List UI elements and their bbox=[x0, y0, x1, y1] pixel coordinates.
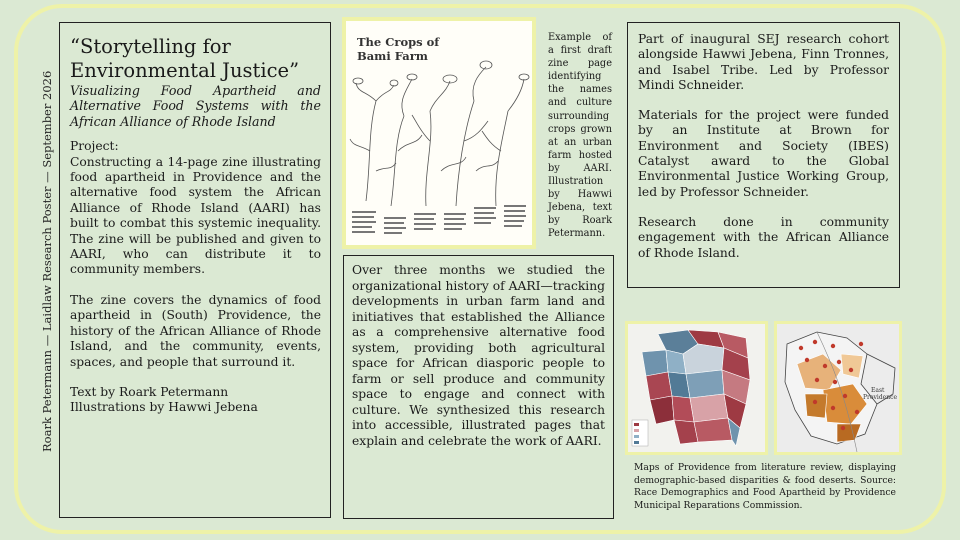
project-description: Constructing a 14-page zine illustrating food apartheid in Providence and the alternative food system the African Alliance of Rhode Island (AARI) has built to combat this systemic inequality. The zine will be published and given to AARI, who can distribute it to community members. bbox=[70, 154, 321, 277]
plant-illustration bbox=[346, 21, 532, 245]
main-text-box bbox=[59, 22, 331, 518]
zine-title-line1: The Crops of bbox=[357, 35, 440, 49]
side-label: Roark Petermann — Laidlaw Research Poster — September 2026 bbox=[40, 70, 54, 452]
cohort-box bbox=[627, 22, 900, 288]
food-apartheid-map bbox=[774, 321, 902, 455]
project-heading: Project: bbox=[70, 139, 119, 154]
history-box bbox=[343, 255, 614, 519]
race-demographics-map bbox=[625, 321, 768, 455]
funding-text: Materials for the project were funded by an Institute at Brown for Environment and Society (IBES) Catalyst award to the Global Environmental Justice Working Group, led by Professor Schneider. bbox=[638, 108, 889, 199]
poster-subtitle: Visualizing Food Apartheid and Alternative Food Systems with the African Alliance of Rhode Island bbox=[70, 83, 321, 129]
illustration-credit: Illustrations by Hawwi Jebena bbox=[70, 400, 258, 415]
map-caption: Maps of Providence from literature review, displaying demographic-based disparities & food deserts. Source: Race Demographics and Food Apartheid by Providence Municipal Reparations Commission. bbox=[634, 462, 896, 511]
cohort-text: Part of inaugural SEJ research cohort alongside Hawwi Jebena, Finn Tronnes, and Isabel Tribe. Led by Professor Mindi Schneider. bbox=[638, 32, 889, 92]
east-label: East bbox=[871, 387, 885, 394]
history-text: Over three months we studied the organizational history of AARI—tracking developments in urban farm land and initiatives that established the Alliance as a comprehensive alternative food system, providing both agricultural space for African diasporic people to farm or sell produce and community space to engage and connect with culture. We synthesized this research into accessible, illustrated pages that explain and celebrate the work of AARI. bbox=[352, 263, 606, 448]
race-map-graphic bbox=[628, 324, 765, 452]
poster-title: “Storytelling for Environmental Justice” bbox=[70, 35, 300, 82]
zine-title-line2: Bami Farm bbox=[357, 49, 428, 63]
text-credit: Text by Roark Petermann bbox=[70, 384, 229, 399]
engagement-text: Research done in community engagement with the African Alliance of Rhode Island. bbox=[638, 214, 889, 260]
zine-coverage: The zine covers the dynamics of food apartheid in (South) Providence, the history of the African Alliance of Rhode Island, and the community, events, spaces, and people that surround it. bbox=[70, 292, 321, 369]
zine-page-image bbox=[342, 17, 536, 249]
zine-caption: Example of a first draft zine page identifying the names and culture surrounding crops grown at an urban farm hosted by AARI. Illustration by Hawwi Jebena, text by Roark Petermann. bbox=[548, 32, 612, 240]
providence-label: Providence bbox=[863, 394, 897, 401]
